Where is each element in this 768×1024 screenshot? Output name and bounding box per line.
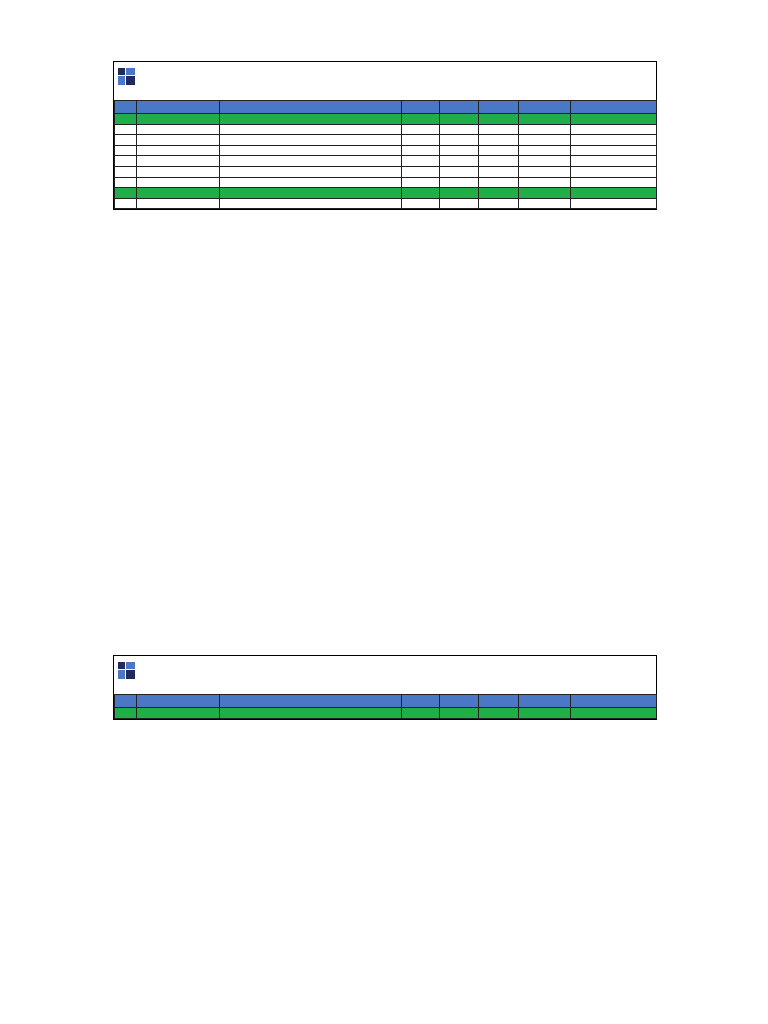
section-row <box>115 188 657 199</box>
register-table <box>114 100 657 209</box>
return-date <box>440 198 479 209</box>
sheet-header <box>114 62 656 100</box>
col-header <box>402 695 440 708</box>
col-header <box>220 695 402 708</box>
section-label <box>137 188 220 199</box>
register-sheet-mas <box>113 61 657 210</box>
section-label <box>137 114 220 125</box>
col-header <box>440 101 479 114</box>
table-header-row <box>115 101 657 114</box>
subject <box>220 198 402 209</box>
col-header <box>115 101 137 114</box>
col-header <box>571 695 657 708</box>
fabs-logo <box>118 660 190 690</box>
col-header <box>479 695 519 708</box>
row-number <box>115 198 137 209</box>
table-header-row <box>115 695 657 708</box>
col-header <box>571 101 657 114</box>
sheet-header <box>114 656 656 694</box>
empty-row <box>115 166 657 177</box>
empty-row <box>115 135 657 146</box>
register-sheet-mam <box>113 655 657 720</box>
register-table <box>114 694 657 719</box>
table-row <box>115 198 657 209</box>
empty-row <box>115 156 657 167</box>
empty-row <box>115 124 657 135</box>
remark <box>571 198 657 209</box>
submit-date <box>402 198 440 209</box>
col-header <box>519 695 571 708</box>
col-header <box>479 101 519 114</box>
col-header <box>115 695 137 708</box>
file-format <box>519 198 571 209</box>
col-header <box>220 101 402 114</box>
col-header <box>519 101 571 114</box>
approval-number <box>137 198 220 209</box>
empty-row <box>115 145 657 156</box>
approved-date <box>479 198 519 209</box>
col-header <box>402 101 440 114</box>
section-row <box>115 114 657 125</box>
fabs-logo <box>118 66 190 96</box>
empty-row <box>115 177 657 188</box>
col-header <box>440 695 479 708</box>
section-row <box>115 708 657 719</box>
section-label <box>137 708 220 719</box>
col-header <box>137 695 220 708</box>
col-header <box>137 101 220 114</box>
